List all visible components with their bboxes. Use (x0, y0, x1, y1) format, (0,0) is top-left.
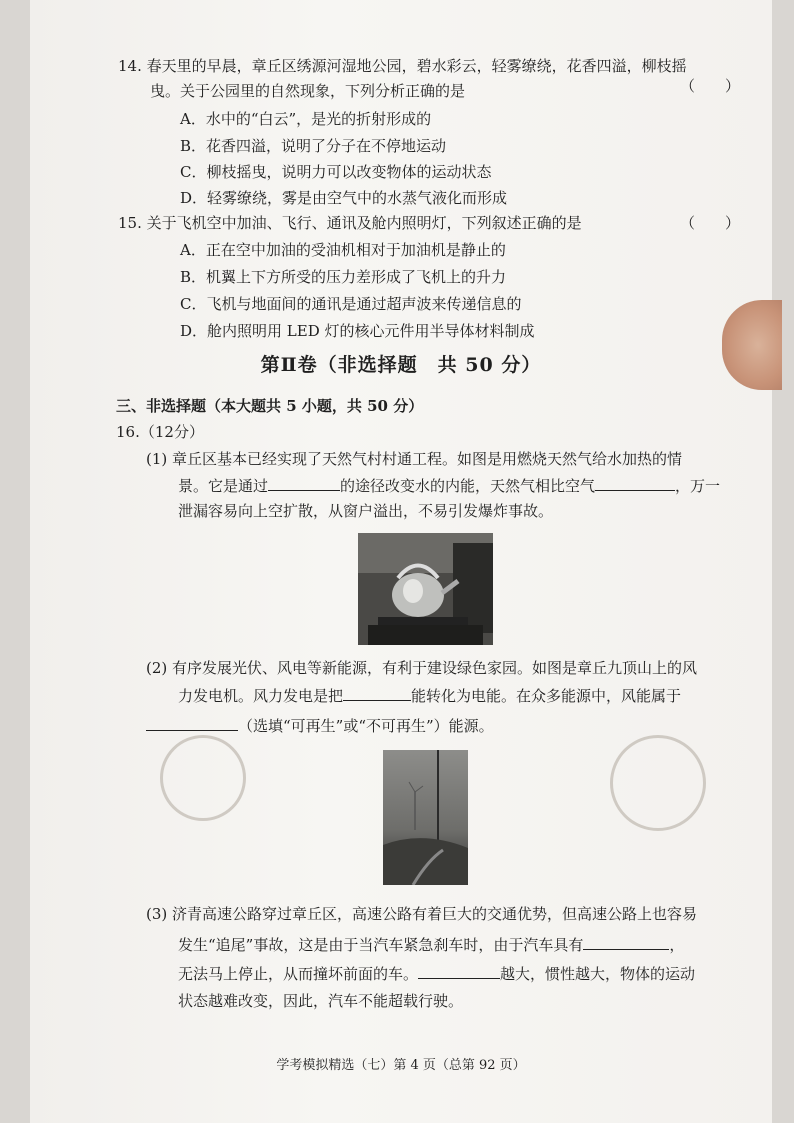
q16-blank-5[interactable] (583, 933, 669, 950)
q16-part1-line1: (1) 章丘区基本已经实现了天然气村村通工程。如图是用燃烧天然气给水加热的情 (146, 450, 683, 468)
q16-part2-line1: (2) 有序发展光伏、风电等新能源，有利于建设绿色家园。如图是章丘九顶山上的风 (146, 659, 698, 677)
q15-option-d: D．舱内照明用 LED 灯的核心元件用半导体材料制成 (180, 322, 535, 340)
q16-part1-text-a: 景。它是通过 (178, 477, 269, 495)
q14-option-d: D．轻雾缭绕，雾是由空气中的水蒸气液化而形成 (180, 189, 508, 207)
q16-part3-line4: 状态越难改变，因此，汽车不能超载行驶。 (178, 992, 464, 1010)
q16-part2-text-a: 力发电机。风力发电是把 (178, 687, 344, 705)
kettle-on-gas-stove-photo (358, 533, 493, 645)
q16-blank-6[interactable] (418, 962, 500, 979)
q14-stem-line2: 曳。关于公园里的自然现象，下列分析正确的是 (150, 82, 466, 100)
q16-part2-line2 (178, 684, 681, 707)
q16-part3-line1: (3) 济青高速公路穿过章丘区，高速公路有着巨大的交通优势，但高速公路上也容易 (146, 905, 698, 923)
q14-option-b: B．花香四溢，说明了分子在不停地运动 (180, 137, 447, 155)
q15-answer-paren: （ ） (680, 214, 741, 232)
q16-blank-3[interactable] (343, 684, 411, 701)
q16-part1-line3: 泄漏容易向上空扩散，从窗户溢出，不易引发爆炸事故。 (178, 502, 554, 520)
q16-heading: 16.（12分） (116, 423, 204, 441)
q15-option-a: A．正在空中加油的受油机相对于加油机是静止的 (180, 241, 506, 259)
q16-blank-2[interactable] (595, 474, 675, 491)
wind-turbine-photo (383, 750, 468, 885)
q14-stem-line1: 14. 春天里的早晨，章丘区绣源河湿地公园，碧水彩云，轻雾缭绕，花香四溢，柳枝摇 (118, 57, 687, 75)
q16-part3-text-c: 无法马上停止，从而撞坏前面的车。 (178, 965, 419, 983)
q16-part1-text-b: 的途径改变水的内能，天然气相比空气 (340, 477, 596, 495)
section-heading: 三、非选择题（本大题共 5 小题，共 50 分） (116, 397, 424, 415)
q16-part1-line2 (178, 474, 720, 497)
q16-part3-text-a: 发生“追尾”事故，这是由于当汽车紧急刹车时，由于汽车具有 (178, 936, 584, 954)
bleed-through-circle-right (610, 735, 706, 831)
q15-option-b: B．机翼上下方所受的压力差形成了飞机上的升力 (180, 268, 507, 286)
q16-blank-1[interactable] (268, 474, 340, 491)
exam-page (30, 0, 772, 1123)
q16-blank-4[interactable] (146, 714, 238, 731)
q16-part3-text-b: ， (669, 936, 685, 954)
bleed-through-circle-left (160, 735, 246, 821)
q16-part2-line3 (146, 714, 494, 737)
q14-option-c: C．柳枝摇曳，说明力可以改变物体的运动状态 (180, 163, 492, 181)
q16-part3-line3 (178, 962, 695, 985)
q14-option-a: A．水中的“白云”，是光的折射形成的 (180, 110, 432, 128)
q16-part3-line2 (178, 933, 684, 956)
q16-part2-text-c: （选填“可再生”或“不可再生”）能源。 (238, 717, 494, 735)
q16-part1-text-c: ，万一 (675, 477, 721, 495)
page-footer: 学考模拟精选（七）第 4 页（总第 92 页） (276, 1058, 526, 1073)
q15-stem: 15. 关于飞机空中加油、飞行、通讯及舱内照明灯，下列叙述正确的是 (118, 214, 582, 232)
section-title: 第Ⅱ卷（非选择题 共 50 分） (260, 354, 542, 376)
q15-option-c: C．飞机与地面间的通讯是通过超声波来传递信息的 (180, 295, 522, 313)
q16-part3-text-d: 越大，惯性越大，物体的运动 (500, 965, 696, 983)
q14-answer-paren: （ ） (680, 77, 741, 95)
q16-part2-text-b: 能转化为电能。在众多能源中，风能属于 (411, 687, 682, 705)
kettle-illustration (358, 533, 493, 645)
wind-turbine-illustration (383, 750, 468, 885)
